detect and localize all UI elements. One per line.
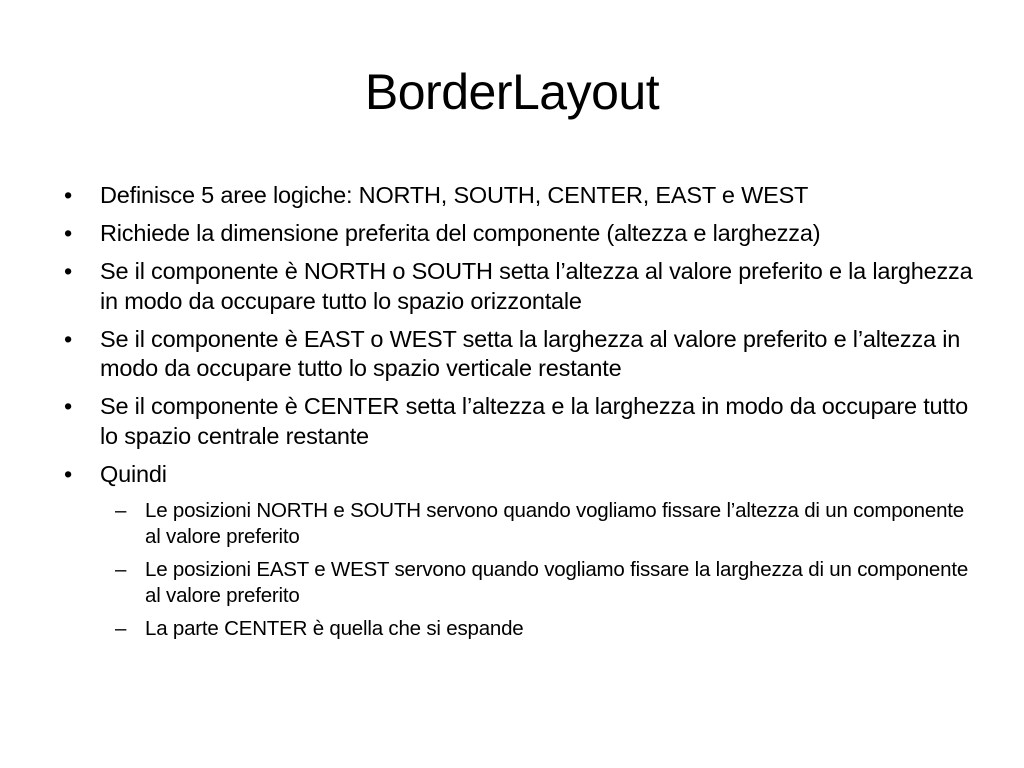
bullet-item: [58, 325, 978, 384]
sub-bullet-item: [58, 557, 978, 609]
bullet-text: Richiede la dimensione preferita del componente (altezza e larghezza): [100, 220, 821, 246]
bullet-item: [58, 460, 978, 490]
bullet-list: [58, 181, 978, 649]
bullet-text: Se il componente è EAST o WEST setta la larghezza al valore preferito e l’altezza in modo da occupare tutto lo spazio verticale restante: [100, 325, 961, 381]
bullet-marker: •: [63, 220, 73, 246]
bullet-text: Se il componente è NORTH o SOUTH setta l’altezza al valore preferito e la larghezza in modo da occupare tutto lo spazio orizzontale: [100, 258, 973, 314]
bullet-marker: •: [63, 182, 73, 208]
sub-bullet-text: Le posizioni NORTH e SOUTH servono quando vogliamo fissare l’altezza di un componente al valore preferito: [145, 498, 964, 548]
sub-bullet-text: La parte CENTER è quella che si espande: [145, 616, 524, 640]
slide-title: BorderLayout: [364, 64, 660, 120]
bullet-item: [58, 219, 978, 249]
dash-marker: –: [115, 498, 127, 522]
bullet-item: [58, 257, 978, 316]
sub-bullet-item: [58, 616, 978, 642]
sub-bullet-item: [58, 498, 978, 550]
bullet-marker: •: [63, 460, 73, 487]
bullet-marker: •: [63, 393, 73, 419]
sub-bullet-list: [58, 498, 978, 642]
bullet-text: Se il componente è CENTER setta l’altezza e la larghezza in modo da occupare tutto lo spazio centrale restante: [100, 393, 968, 449]
dash-marker: –: [115, 557, 127, 581]
bullet-marker: •: [63, 325, 73, 352]
bullet-item: [58, 392, 978, 451]
sub-bullet-text: Le posizioni EAST e WEST servono quando vogliamo fissare la larghezza di un componente al valore preferito: [145, 557, 969, 607]
bullet-text: Definisce 5 aree logiche: NORTH, SOUTH, CENTER, EAST e WEST: [100, 182, 809, 208]
bullet-marker: •: [63, 258, 73, 284]
bullet-text: Quindi: [100, 460, 167, 487]
dash-marker: –: [115, 616, 127, 640]
bullet-item: [58, 181, 978, 211]
